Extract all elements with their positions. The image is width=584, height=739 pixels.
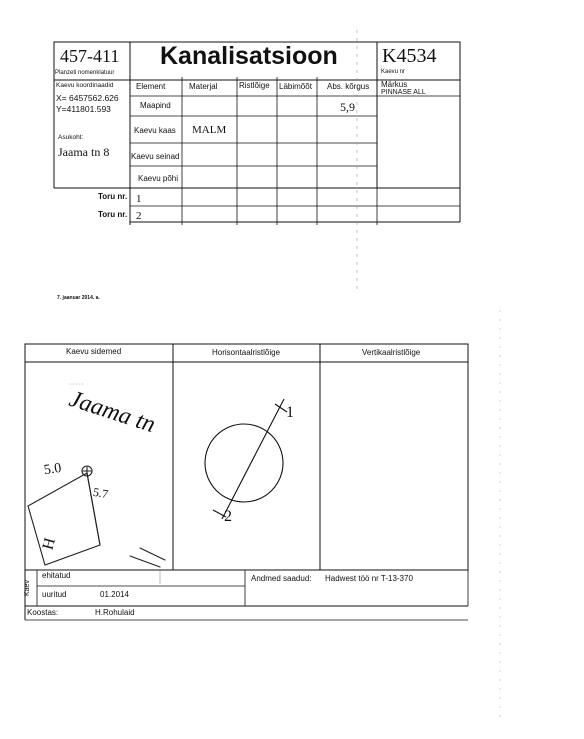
pipe-2-label: Toru nr. [98,210,128,219]
hand-dist-5-0: 5.0 [42,460,63,479]
data-from-label: Andmed saadud: [251,574,312,583]
pipe-1-value: 1 [136,193,142,205]
row-element-2: Kaevu kaas [134,126,176,135]
hand-pipe-1: 1 [286,404,294,421]
pipe-1-label: Toru nr. [98,192,128,201]
row-material-2: MALM [192,124,227,136]
surveyed-label: uuritud [42,590,67,599]
col-materjal: Materjal [189,82,218,91]
coord-x: X= 6457562.626 [56,93,119,103]
row-abs-1: 5,9 [340,100,355,114]
surveyed-value: 01.2014 [100,590,129,599]
col-abs: Abs. kõrgus [327,82,370,91]
sketch-col-horizontal: Horisontaalristlõige [212,348,281,357]
compiled-label: Koostas: [27,608,59,617]
hand-dist-5-7: 5.7 [91,484,110,502]
footer-side-label: Kaev [24,580,31,596]
planzet-label: Planzeti nomenklatuur [55,70,115,76]
page-title: Kanalisatsioon [160,42,338,70]
coords-label: Kaevu koordinaadid [56,82,114,89]
built-label: ehitatud [42,571,71,580]
hand-pipe-2: 2 [224,508,232,525]
location-label: Asukoht: [58,134,84,141]
hand-street-name: Jaama tn [65,386,159,439]
date-note: 7. jaanuar 2014. a. [57,295,100,301]
col-ristloige: Ristlõige [239,81,270,90]
compiled-value: H.Rohulaid [95,608,135,617]
row-element-4: Kaevu põhi [138,174,179,183]
planzet-number: 457-411 [60,46,120,66]
hand-building-h: H [39,536,60,552]
col-labimoot: Läbimõõt [279,82,312,91]
notes-value: PINNASE ALL [381,89,426,96]
well-number: K4534 [382,45,437,67]
coord-y: Y=411801.593 [56,104,111,114]
location-value: Jaama tn 8 [58,145,110,159]
col-notes: Märkus [381,80,408,89]
sketch-col-vertical: Vertikaalristlõige [362,348,421,357]
col-element: Element [136,82,166,91]
row-element-3: Kaevu seinad [131,152,180,161]
well-number-label: Kaevu nr [381,69,406,75]
data-from-value: Hadwest töö nr T-13-370 [325,574,413,583]
horizontal-section [205,399,287,519]
row-element-1: Maapind [140,101,171,110]
pipe-2-value: 2 [136,210,142,222]
sketch-col-links: Kaevu sidemed [66,347,122,356]
